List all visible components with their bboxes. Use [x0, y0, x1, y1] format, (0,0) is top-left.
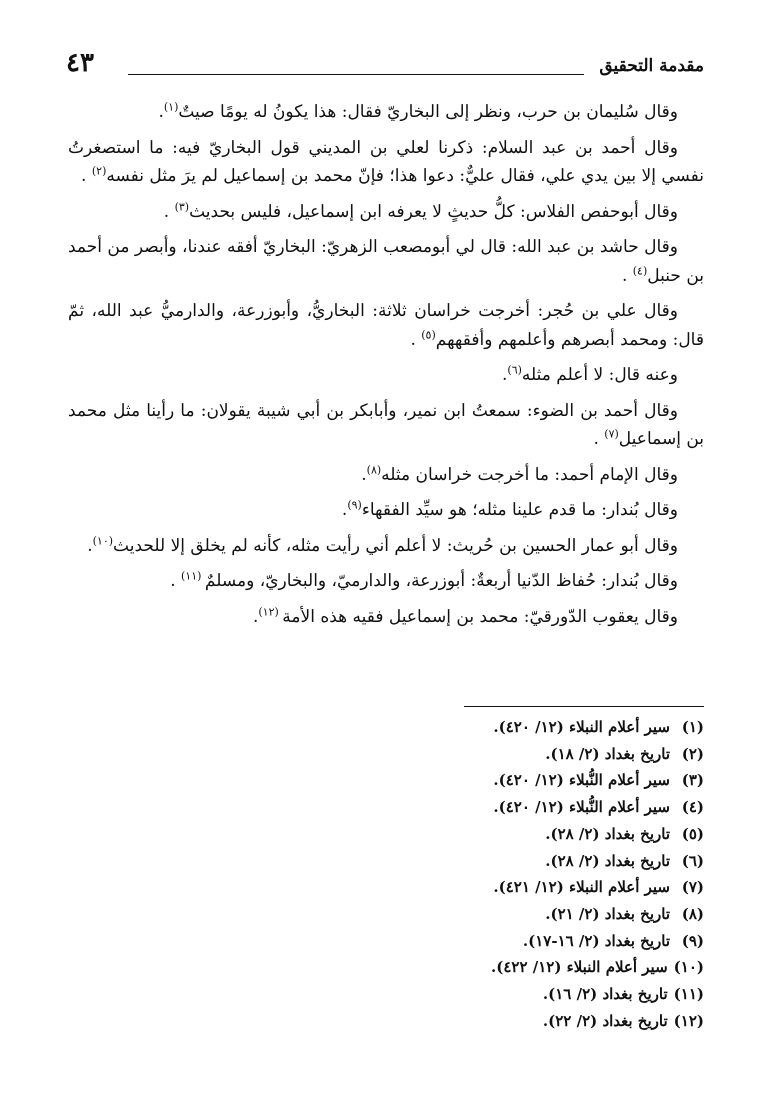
paragraph: [68, 397, 704, 454]
footnote-reference: (١): [163, 100, 179, 114]
paragraph-text: وقال أحمد بن الضوء: سمعتُ ابن نمير، وأبابكر بن أبي شيبة يقولان: ما رأينا مثل محمد بن إسماعيل: [68, 400, 704, 449]
footnote-text: تاريخ بغداد (٢/ ١٦).: [542, 985, 668, 1004]
running-title: مقدمة التحقيق: [599, 56, 704, 76]
paragraph: [68, 496, 704, 525]
footnote-number: (٤): [681, 798, 704, 817]
paragraph-end: .: [87, 535, 93, 556]
paragraph: [68, 603, 704, 632]
header-rule: [128, 74, 584, 75]
footnote: [300, 714, 704, 741]
footnote: [300, 901, 704, 928]
paragraph-text: وقال علي بن حُجر: أخرجت خراسان ثلاثة: البخاريُّ، وأبوزرعة، والدارميُّ عبد الله، ثمّ قال: ومحمد أبصرهم وأعلمهم وأفقههم: [68, 301, 704, 350]
paragraph-text: وقال حاشد بن عبد الله: قال لي أبومصعب الزهريّ: البخاريّ أفقه عندنا، وأبصر من أحمد بن حنبل: [68, 237, 704, 286]
footnote-number: (٥): [681, 824, 704, 843]
footnote-reference: (١١): [181, 569, 205, 583]
paragraph: [68, 461, 704, 490]
footnote: [300, 848, 704, 875]
paragraph: [68, 297, 704, 354]
footnote-number: (٣): [681, 771, 704, 790]
paragraph-end: .: [158, 102, 164, 122]
footnote: [300, 981, 704, 1008]
footnote-text: سير أعلام النبلاء (١٢/ ٤٢١).: [493, 878, 670, 897]
footnote-text: تاريخ بغداد (٢/ ٢١).: [545, 904, 670, 923]
footnote-reference: (٩): [347, 498, 362, 512]
paragraph-end: .: [252, 606, 259, 627]
footnote-text: سير أعلام النُّبلاء (١٢/ ٤٢٠).: [493, 798, 670, 817]
footnote-reference: (٢): [91, 164, 107, 178]
footnote: [300, 741, 704, 768]
footnote-reference: (٨): [366, 462, 382, 476]
footnote: [300, 821, 704, 848]
paragraph-end: .: [81, 166, 92, 186]
paragraph: [68, 233, 704, 290]
footnote-text: سير أعلام النبلاء (١٢/ ٤٢٢).: [491, 958, 668, 977]
footnote: [300, 874, 704, 901]
footnote: [300, 1008, 704, 1035]
footnote-number: (٧): [681, 878, 704, 897]
paragraph-text: وقال أحمد بن عبد السلام: ذكرنا لعلي بن المديني قول البخاريّ فيه: ما استصغرتُ نفسي إلا بين يدي علي، فقال عليٌّ: دعوا هذا؛ فإنّ محمد بن إسماعيل لم يرَ مثل نفسه: [68, 137, 704, 186]
paragraph-text: وقال الإمام أحمد: ما أخرجت خراسان مثله: [381, 464, 678, 485]
footnote-number: (٢): [681, 744, 704, 763]
paragraph-end: .: [593, 429, 605, 449]
footnote-text: تاريخ بغداد (٢/ ٢٢).: [542, 1011, 668, 1030]
footnote-reference: (١٠): [92, 533, 114, 547]
footnote-text: سير أعلام النُّبلاء (١٢/ ٤٢٠).: [493, 771, 670, 790]
paragraph-text: وقال أبو عمار الحسين بن حُريث: لا أعلم أني رأيت مثله، كأنه لم يخلق إلا للحديث: [113, 535, 678, 556]
paragraph-end: .: [501, 365, 508, 385]
paragraph: [68, 198, 704, 227]
footnote: [300, 954, 704, 981]
paragraph-end: .: [341, 500, 348, 520]
footnote-reference: (٥): [421, 327, 436, 341]
running-header: [66, 48, 704, 86]
paragraph-text: وقال بُندار: حُفاظ الدّنيا أربعةٌ: أبوزرعة، والدارميّ، والبخاريّ، ومسلمٌ: [204, 571, 678, 591]
footnote-text: تاريخ بغداد (٢/ ٢٨).: [545, 824, 670, 843]
footnote-text: تاريخ بغداد (٢/ ١٨).: [545, 744, 670, 763]
footnote-reference: (٦): [507, 363, 522, 377]
footnote-number: (٦): [681, 851, 704, 870]
paragraph-text: وقال سُليمان بن حرب، ونظر إلى البخاريّ فقال: هذا يكونُ له يومًا صيتٌ: [178, 102, 678, 122]
footnote: [300, 767, 704, 794]
footnote: [300, 928, 704, 955]
footnote-rule: [464, 706, 704, 707]
page-number: ٤٣: [66, 48, 94, 78]
paragraph-end: .: [163, 201, 175, 222]
paragraph: [68, 361, 704, 390]
footnote-number: (٨): [681, 904, 704, 923]
footnote-reference: (٣): [174, 199, 190, 213]
footnote: [300, 794, 704, 821]
footnote-number: (١٠): [673, 958, 704, 977]
main-text: [68, 98, 704, 638]
footnote-number: (١١): [673, 985, 704, 1004]
paragraph: [68, 532, 704, 561]
paragraph-text: وقال يعقوب الدّورقيّ: محمد بن إسماعيل فقيه هذه الأمة: [282, 606, 678, 627]
paragraph-end: .: [170, 571, 181, 591]
footnote-reference: (١٢): [258, 604, 283, 618]
paragraph-end: .: [410, 329, 422, 350]
footnote-number: (١): [681, 718, 704, 736]
paragraph-end: .: [621, 265, 633, 286]
paragraph: [68, 98, 704, 127]
footnotes: [300, 714, 704, 1034]
footnote-reference: (٤): [632, 263, 648, 277]
footnote-text: سير أعلام النبلاء (١٢/ ٤٢٠).: [493, 718, 670, 736]
footnote-reference: (٧): [604, 427, 619, 441]
paragraph-text: وقال أبوحفص الفلاس: كلُّ حديثٍ لا يعرفه ابن إسماعيل، فليس بحديث: [189, 201, 678, 222]
paragraph-end: .: [361, 464, 367, 485]
paragraph: [68, 134, 704, 191]
footnote-number: (٩): [681, 931, 704, 950]
paragraph-text: وعنه قال: لا أعلم مثله: [521, 365, 678, 385]
paragraph: [68, 567, 704, 596]
footnote-text: تاريخ بغداد (٢/ ١٦-١٧).: [522, 931, 670, 950]
footnote-text: تاريخ بغداد (٢/ ٢٨).: [545, 851, 670, 870]
paragraph-text: وقال بُندار: ما قدم علينا مثله؛ هو سيِّد الفقهاء: [361, 500, 678, 520]
footnote-number: (١٢): [673, 1011, 704, 1030]
